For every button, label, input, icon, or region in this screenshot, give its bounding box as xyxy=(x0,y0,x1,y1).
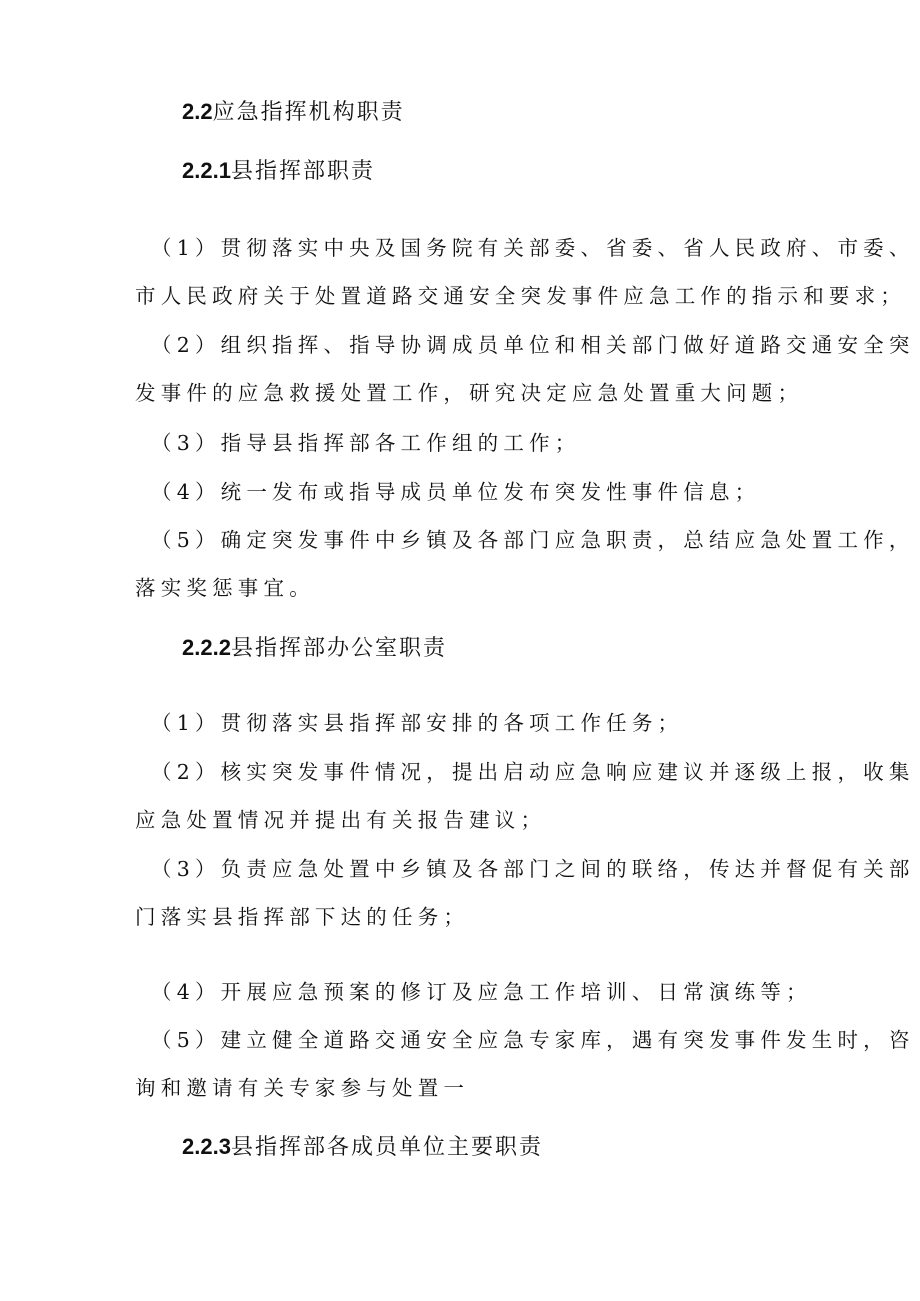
list-item-text: （2）组织指挥、指导协调成员单位和相关部门做好道路交通安全突 xyxy=(151,333,915,357)
list-item-text: 市人民政府关于处置道路交通安全突发事件应急工作的指示和要求； xyxy=(135,284,906,308)
list-item-text: （4）统一发布或指导成员单位发布突发性事件信息； xyxy=(151,480,761,504)
section-number: 2.2.1 xyxy=(182,158,231,183)
section-title: 县指挥部各成员单位主要职责 xyxy=(230,1135,543,1160)
section-heading-2-2-3 xyxy=(182,1134,543,1161)
list-item-text: 询和邀请有关专家参与处置一 xyxy=(135,1076,470,1100)
list-item-text: （4）开展应急预案的修订及应急工作培训、日常演练等； xyxy=(151,980,812,1004)
section-title: 县指挥部办公室职责 xyxy=(230,636,447,661)
list-item-text: 门落实县指挥部下达的任务； xyxy=(135,905,470,929)
list-item xyxy=(135,968,812,1016)
list-item xyxy=(135,516,915,612)
section-number: 2.2 xyxy=(182,99,213,124)
section-heading-2-2 xyxy=(182,99,405,126)
section-number: 2.2.2 xyxy=(182,635,231,660)
list-item xyxy=(135,419,795,467)
list-item xyxy=(135,699,795,747)
list-item xyxy=(135,224,915,320)
list-item xyxy=(135,748,915,844)
list-item-text: 落实奖惩事宜。 xyxy=(135,576,315,600)
list-item-text: （1）贯彻落实县指挥部安排的各项工作任务； xyxy=(151,711,684,735)
list-item xyxy=(135,1016,915,1112)
list-item-text: 应急处置情况并提出有关报告建议； xyxy=(135,808,547,832)
section-heading-2-2-1 xyxy=(182,158,375,185)
list-item-text: 发事件的应急救援处置工作，研究决定应急处置重大问题； xyxy=(135,381,804,405)
list-item xyxy=(135,468,795,516)
list-item-text: （3）负责应急处置中乡镇及各部门之间的联络，传达并督促有关部 xyxy=(151,857,915,881)
list-item-text: （2）核实突发事件情况，提出启动应急响应建议并逐级上报，收集 xyxy=(151,760,915,784)
section-heading-2-2-2 xyxy=(182,635,447,662)
list-item-text: （5）建立健全道路交通安全应急专家库，遇有突发事件发生时，咨 xyxy=(151,1028,915,1052)
list-item-text: （5）确定突发事件中乡镇及各部门应急职责，总结应急处置工作， xyxy=(151,528,915,552)
section-title: 县指挥部职责 xyxy=(230,159,375,184)
list-item xyxy=(135,845,915,941)
list-item-text: （3）指导县指挥部各工作组的工作； xyxy=(151,431,581,455)
list-item xyxy=(135,321,915,417)
section-title: 应急指挥机构职责 xyxy=(212,100,405,125)
list-item-text: （1）贯彻落实中央及国务院有关部委、省委、省人民政府、市委、 xyxy=(151,236,915,260)
section-number: 2.2.3 xyxy=(182,1134,231,1159)
